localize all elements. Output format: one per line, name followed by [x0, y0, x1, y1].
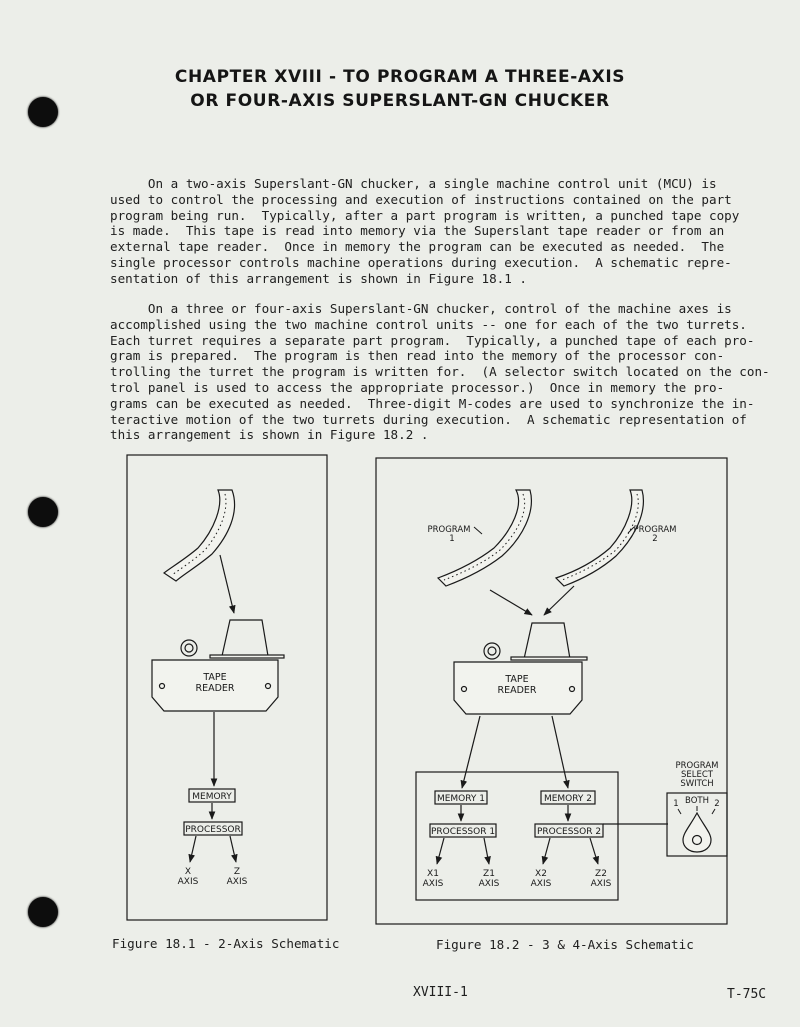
figure2-z2-line2: AXIS	[590, 879, 612, 889]
figure1-tape-reader-label-line2: READER	[195, 683, 235, 694]
figure2-program1-label-line2: 1	[449, 534, 455, 544]
figure2-switch-pos1: 1	[673, 799, 679, 809]
figure1-memory-label: MEMORY	[192, 792, 232, 802]
chapter-title-line1: CHAPTER XVIII - TO PROGRAM A THREE-AXIS	[174, 67, 626, 87]
figure1-processor-label: PROCESSOR	[185, 825, 241, 835]
figure2-switch-both: BOTH	[685, 796, 709, 806]
figure1-x-axis-line2: AXIS	[177, 877, 199, 887]
figure1-tape-reader-label-line1: TAPE	[203, 672, 227, 683]
figure2-tape-reader	[454, 623, 587, 714]
chapter-title-line2: OR FOUR-AXIS SUPERSLANT-GN CHUCKER	[190, 91, 610, 111]
paragraph-three-four-axis: On a three or four-axis Superslant-GN chucker, control of the machine axes is accomplished using the two machine control units -- one for each of the two turrets. Each turret requires a separate part program. Typically, a punched tape of each pro- gram is prepared. The program is then read into the memory of the processor con- trolling the turret the program is written for. (A selector switch located on the con- trol panel is used to access the appropriate processor.) Once in memory the pro- grams can be executed as needed. Three-digit M-codes are used to synchronize the in- teractive motion of the two turrets during execution. A schematic representation of this arrangement is shown in Figure 18.2 .	[110, 301, 770, 443]
figure2-switch-label-line3: SWITCH	[680, 779, 714, 789]
figure1-punched-tape	[164, 490, 235, 581]
figure2-switch-label-line1: PROGRAM	[675, 761, 719, 771]
figure1-caption: Figure 18.1 - 2-Axis Schematic	[112, 936, 340, 951]
paragraph-two-axis: On a two-axis Superslant-GN chucker, a single machine control unit (MCU) is used to control the processing and execution of instructions contained on the part program being run. Typically, after a part program is written, a punched tape copy is made. This tape is read into memory via the Superslant tape reader or from an external tape reader. Once in memory the program can be executed as needed. The single processor controls machine operations during execution. A schematic repre- sentation of this arrangement is shown in Figure 18.1 .	[110, 176, 740, 286]
figure2-memory2-label: MEMORY 2	[543, 794, 593, 804]
figure2-switch-knob	[683, 813, 711, 852]
figure2-z1-line2: AXIS	[478, 879, 500, 889]
figure1-z-axis-line2: AXIS	[226, 877, 248, 887]
figure1-z-axis-line1: Z	[233, 867, 241, 877]
figure1-tape-reader	[152, 620, 284, 711]
figure2-x2-line2: AXIS	[530, 879, 552, 889]
figure2-punched-tape-2	[556, 490, 643, 586]
figure2-x1-line2: AXIS	[422, 879, 444, 889]
figure2-program2-label-line2: 2	[652, 534, 658, 544]
figure2-z2-line1: Z2	[595, 869, 607, 879]
figure2-program1-label-line1: PROGRAM	[427, 525, 471, 535]
figure2-switch-label-line2: SELECT	[681, 770, 713, 780]
figure2-tape-reader-label-line1: TAPE	[505, 674, 529, 685]
figure2-tape-reader-label-line2: READER	[497, 685, 537, 696]
figure2-processor2-label: PROCESSOR 2	[536, 827, 602, 837]
figure2-switch-pos2: 2	[714, 799, 720, 809]
figure2-processor1-label: PROCESSOR 1	[430, 827, 496, 837]
figure2-program2-label-line1: PROGRAM	[633, 525, 677, 535]
figure2-x1-line1: X1	[427, 869, 439, 879]
figure2-x2-line1: X2	[535, 869, 547, 879]
figure1-x-axis-line1: X	[184, 867, 192, 877]
figure-18-2	[376, 458, 727, 924]
page-number: XVIII-1	[413, 985, 468, 1000]
figure2-caption: Figure 18.2 - 3 & 4-Axis Schematic	[436, 937, 694, 952]
figure-18-1	[127, 455, 327, 920]
figure2-memory1-label: MEMORY 1	[436, 794, 486, 804]
document-code: T-75C	[727, 987, 767, 1002]
figure2-z1-line1: Z1	[483, 869, 495, 879]
